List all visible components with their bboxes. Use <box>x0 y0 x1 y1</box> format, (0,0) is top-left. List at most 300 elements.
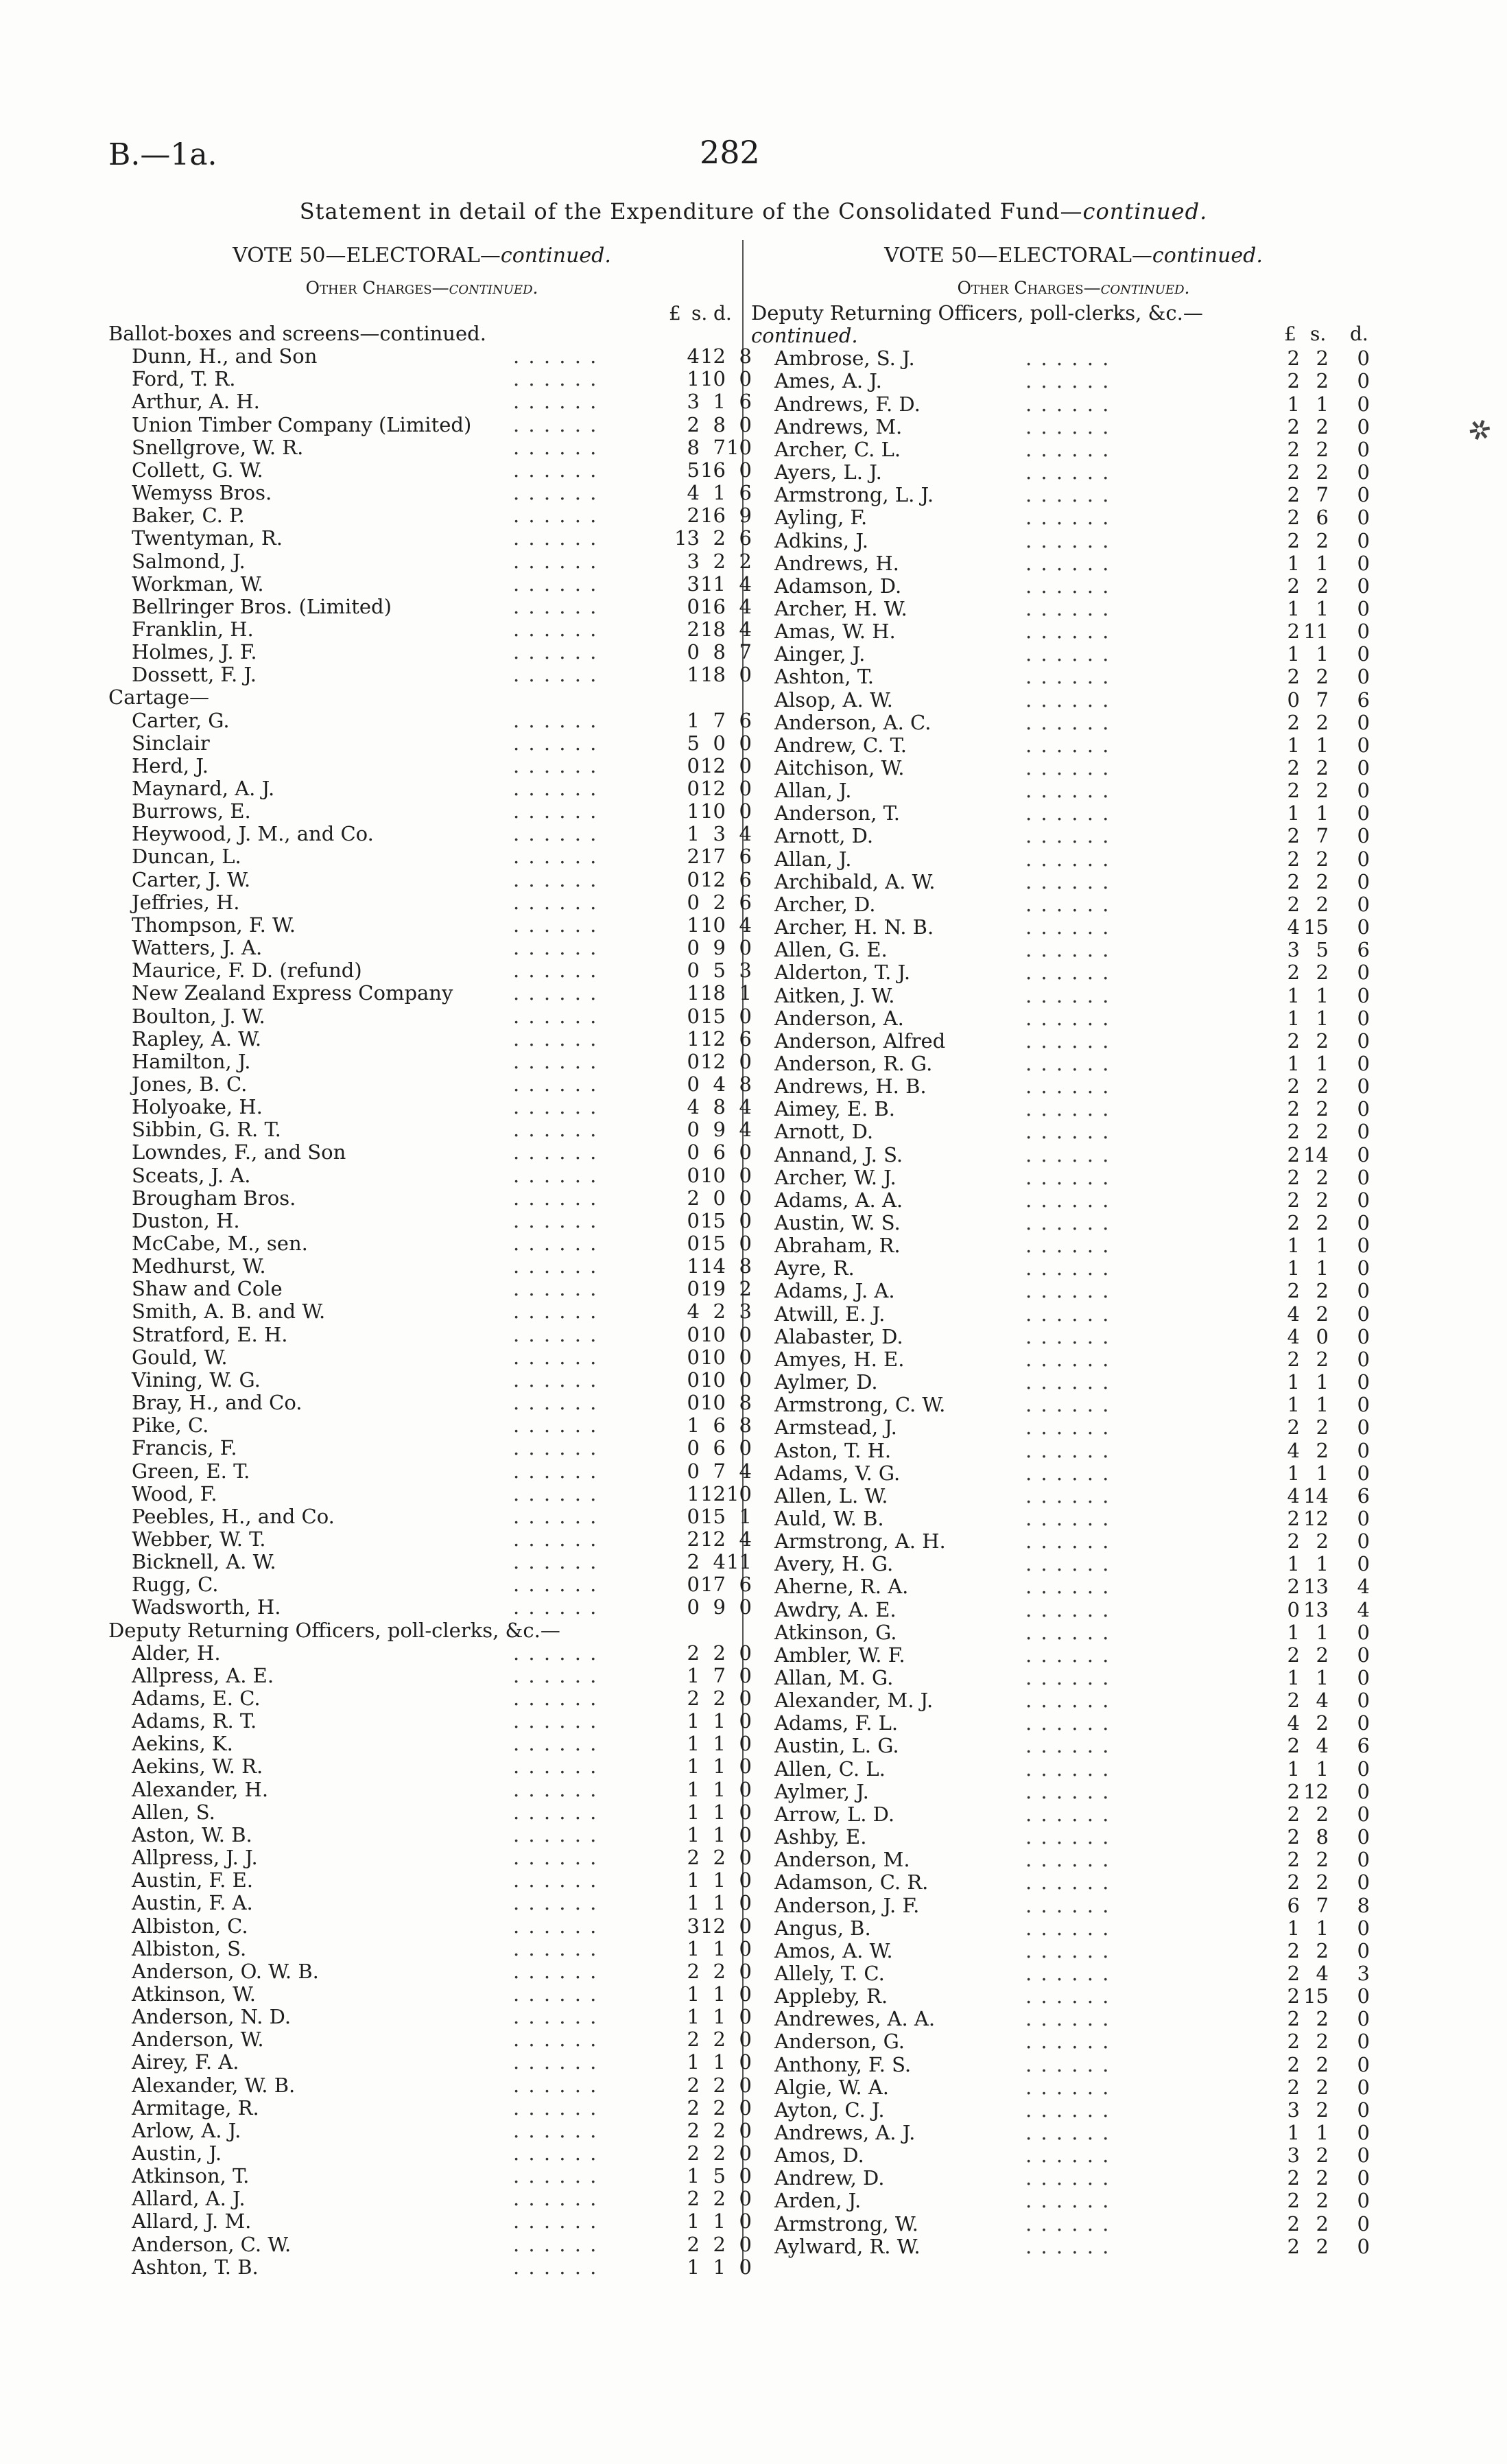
ledger-row <box>751 1553 1396 1575</box>
payee-name: Peebles, H., and Co. <box>132 1504 335 1528</box>
amount-pence: 0 <box>1357 1757 1370 1781</box>
payee-name: Alexander, M. J. <box>774 1689 934 1713</box>
statement-title <box>0 198 1507 224</box>
payee-name: Aekins, W. R. <box>132 1755 263 1779</box>
right-subheading-text: Other Charges— <box>957 278 1101 298</box>
leader-dots: . . . . . . <box>513 799 598 823</box>
amount-pounds: 2 <box>1287 460 1300 484</box>
amount-shillings: 2 <box>1316 869 1329 893</box>
amount-pence: 0 <box>1357 437 1370 461</box>
payee-name: Anderson, A. C. <box>774 710 932 734</box>
amount-pounds: 1 <box>1287 1620 1300 1644</box>
payee-name: Austin, J. <box>132 2142 222 2165</box>
amount-shillings: 1 <box>1316 801 1329 825</box>
leader-dots: . . . . . . <box>513 1163 598 1187</box>
leader-dots: . . . . . . <box>513 2255 598 2279</box>
amount-pounds: 2 <box>687 617 700 641</box>
amount-pence: 0 <box>1357 1984 1370 2008</box>
amount-shillings: 2 <box>1316 1188 1329 1212</box>
amount-shillings: 7 <box>713 1663 726 1687</box>
amount-shillings: 2 <box>1316 1416 1329 1440</box>
amount-pounds: 0 <box>687 640 700 664</box>
ledger-row <box>751 552 1396 575</box>
amount-shillings: 2 <box>1316 1165 1329 1189</box>
leader-dots: . . . . . . <box>513 458 598 482</box>
leader-dots: . . . . . . <box>1025 1848 1111 1872</box>
amount-shillings: 2 <box>713 890 726 914</box>
amount-pounds: 2 <box>1287 1347 1300 1371</box>
ledger-row <box>751 506 1396 529</box>
ledger-row <box>108 2164 752 2188</box>
amount-pounds: 2 <box>1287 437 1300 461</box>
amount-pence: 0 <box>1357 1165 1370 1189</box>
leader-dots: . . . . . . <box>1025 2211 1111 2236</box>
payee-name: Franklin, H. <box>132 617 254 641</box>
payee-name: Auld, W. B. <box>774 1506 884 1530</box>
payee-name: Rugg, C. <box>132 1573 219 1597</box>
amount-shillings: 12 <box>700 777 726 800</box>
amount-pounds: 2 <box>1287 892 1300 916</box>
ledger-row <box>108 367 752 391</box>
ledger-row <box>108 1049 752 1073</box>
payee-name: Archibald, A. W. <box>774 869 936 893</box>
amount-pence: 0 <box>1357 2098 1370 2122</box>
amount-pence: 0 <box>739 412 752 436</box>
amount-pounds: 4 <box>687 344 700 368</box>
leader-dots: . . . . . . <box>1025 460 1111 484</box>
amount-pence: 0 <box>1357 2211 1370 2236</box>
payee-name: Armstrong, W. <box>774 2211 918 2236</box>
leader-dots: . . . . . . <box>1025 642 1111 666</box>
leader-dots: . . . . . . <box>513 2209 598 2233</box>
amount-shillings: 12 <box>1303 1506 1329 1530</box>
amount-pounds: 0 <box>687 1140 700 1164</box>
payee-name: Adamson, C. R. <box>774 1870 929 1894</box>
leader-dots: . . . . . . <box>1025 1529 1111 1553</box>
amount-pounds: 0 <box>1287 688 1300 712</box>
ledger-row <box>751 985 1396 1007</box>
amount-shillings: 2 <box>1316 892 1329 916</box>
left-shilling-header: s. <box>691 302 708 325</box>
ledger-row <box>751 598 1396 620</box>
amount-shillings: 1 <box>1316 1461 1329 1485</box>
leader-dots: . . . . . . <box>1025 1597 1111 1621</box>
amount-pounds: 2 <box>687 1527 700 1551</box>
amount-shillings: 2 <box>1316 460 1329 484</box>
amount-pence: 0 <box>1357 983 1370 1007</box>
leader-dots: . . . . . . <box>513 1504 598 1528</box>
payee-name: Wood, F. <box>132 1481 217 1505</box>
leader-dots: . . . . . . <box>513 1322 598 1346</box>
amount-shillings: 12 <box>700 1481 726 1505</box>
leader-dots: . . . . . . <box>1025 1142 1111 1166</box>
payee-name: Austin, F. A. <box>132 1891 253 1915</box>
ledger-row <box>751 689 1396 712</box>
amount-shillings: 2 <box>713 1300 726 1324</box>
amount-pounds: 2 <box>1287 1506 1300 1530</box>
leader-dots: . . . . . . <box>1025 551 1111 575</box>
amount-shillings: 7 <box>1316 688 1329 712</box>
ledger-row <box>751 1440 1396 1462</box>
amount-pounds: 2 <box>1287 1984 1300 2008</box>
amount-shillings: 2 <box>1316 1211 1329 1234</box>
amount-pounds: 1 <box>1287 1051 1300 1075</box>
payee-name: Ayling, F. <box>774 506 868 530</box>
amount-pence: 0 <box>739 1322 752 1346</box>
ledger-row <box>751 2122 1396 2144</box>
payee-name: Maurice, F. D. (refund) <box>132 959 362 983</box>
ledger-row <box>108 663 752 687</box>
amount-pounds: 2 <box>1287 1961 1300 1985</box>
amount-pence: 0 <box>739 753 752 777</box>
amount-pounds: 2 <box>1287 779 1300 803</box>
leader-dots: . . . . . . <box>1025 710 1111 734</box>
amount-pounds: 1 <box>687 1413 700 1438</box>
amount-pence: 0 <box>1357 2030 1370 2054</box>
leader-dots: . . . . . . <box>513 572 598 596</box>
payee-name: Ford, T. R. <box>132 367 236 391</box>
amount-shillings: 12 <box>700 1026 726 1051</box>
amount-pounds: 1 <box>687 2164 700 2188</box>
amount-pounds: 4 <box>1287 1483 1300 1507</box>
ledger-row <box>108 572 752 596</box>
leader-dots: . . . . . . <box>1025 347 1111 371</box>
amount-shillings: 16 <box>700 594 726 618</box>
amount-shillings: 2 <box>713 2073 726 2097</box>
ledger-row <box>108 1709 752 1733</box>
amount-pence: 0 <box>1357 642 1370 666</box>
amount-shillings: 13 <box>1303 1597 1329 1621</box>
amount-pounds: 2 <box>1287 1689 1300 1713</box>
leader-dots: . . . . . . <box>1025 1711 1111 1735</box>
payee-name: Lowndes, F., and Son <box>132 1140 346 1164</box>
payee-name: Aherne, R. A. <box>774 1575 909 1599</box>
payee-name: Workman, W. <box>132 572 264 596</box>
ledger-row <box>108 390 752 414</box>
amount-shillings: 2 <box>1316 2144 1329 2168</box>
leader-dots: . . . . . . <box>1025 574 1111 598</box>
leader-dots: . . . . . . <box>1025 1370 1111 1394</box>
section-heading-text: Ballot-boxes and screens—continued. <box>108 322 486 345</box>
amount-pence: 0 <box>1357 710 1370 734</box>
payee-name: Anderson, O. W. B. <box>132 1959 319 1983</box>
amount-shillings: 2 <box>1316 369 1329 393</box>
amount-pence: 0 <box>1357 824 1370 848</box>
amount-pence: 0 <box>1357 1666 1370 1689</box>
amount-pence: 0 <box>1357 1848 1370 1872</box>
amount-pounds: 2 <box>1287 2007 1300 2031</box>
amount-shillings: 15 <box>700 1208 726 1232</box>
amount-pounds: 2 <box>1287 414 1300 438</box>
leader-dots: . . . . . . <box>513 1891 598 1915</box>
amount-shillings: 2 <box>1316 1097 1329 1121</box>
ledger-row <box>751 825 1396 847</box>
amount-pence: 0 <box>1357 1006 1370 1030</box>
margin-mark: ✲ <box>1463 412 1496 450</box>
leader-dots: . . . . . . <box>1025 528 1111 552</box>
amount-pounds: 1 <box>687 367 700 391</box>
ledger-row <box>751 1053 1396 1075</box>
payee-name: Arden, J. <box>774 2189 862 2213</box>
amount-shillings: 2 <box>1316 2075 1329 2099</box>
amount-shillings: 19 <box>700 1277 726 1301</box>
leader-dots: . . . . . . <box>1025 369 1111 393</box>
amount-pounds: 0 <box>687 1277 700 1301</box>
leader-dots: . . . . . . <box>1025 756 1111 779</box>
amount-pounds: 1 <box>1287 1916 1300 1940</box>
amount-shillings: 14 <box>700 1254 726 1278</box>
ledger-row <box>108 2232 752 2256</box>
amount-pounds: 1 <box>687 1800 700 1824</box>
ledger-row <box>751 1280 1396 1302</box>
amount-pounds: 2 <box>1287 1529 1300 1553</box>
amount-pence: 0 <box>739 2232 752 2256</box>
amount-pence: 0 <box>1357 1097 1370 1121</box>
amount-pounds: 0 <box>687 1504 700 1528</box>
amount-shillings: 18 <box>700 663 726 687</box>
amount-pounds: 2 <box>687 2073 700 2097</box>
ledger-row <box>751 1212 1396 1234</box>
ledger-row <box>751 461 1396 484</box>
leader-dots: . . . . . . <box>513 1095 598 1119</box>
ledger-row <box>108 526 752 550</box>
payee-name: Ambler, W. F. <box>774 1643 905 1667</box>
leader-dots: . . . . . . <box>1025 801 1111 825</box>
ledger-row <box>108 1118 752 1142</box>
leader-dots: . . . . . . <box>1025 1461 1111 1485</box>
amount-shillings: 2 <box>1316 1075 1329 1099</box>
statement-title-italic: continued. <box>1082 198 1208 224</box>
amount-shillings: 1 <box>713 2005 726 2029</box>
amount-pence: 0 <box>739 2005 752 2029</box>
ledger-row <box>108 1550 752 1574</box>
amount-pounds: 0 <box>687 1208 700 1232</box>
leader-dots: . . . . . . <box>513 526 598 550</box>
amount-pounds: 2 <box>687 2232 700 2256</box>
payee-name: Smith, A. B. and W. <box>132 1300 326 1324</box>
amount-pounds: 2 <box>1287 1142 1300 1166</box>
amount-pounds: 2 <box>687 2028 700 2052</box>
amount-pence: 0 <box>739 936 752 960</box>
leader-dots: . . . . . . <box>513 1800 598 1824</box>
leader-dots: . . . . . . <box>513 1254 598 1278</box>
ledger-row <box>108 1391 752 1415</box>
amount-pence: 0 <box>1357 1711 1370 1735</box>
amount-pounds: 3 <box>687 1914 700 1938</box>
amount-shillings: 2 <box>1316 1643 1329 1667</box>
amount-shillings: 2 <box>1316 2098 1329 2122</box>
leader-dots: . . . . . . <box>1025 1006 1111 1030</box>
amount-pence: 0 <box>1357 369 1370 393</box>
amount-shillings: 2 <box>1316 1848 1329 1872</box>
amount-shillings: 2 <box>1316 1029 1329 1053</box>
amount-pounds: 3 <box>1287 938 1300 962</box>
leader-dots: . . . . . . <box>513 1573 598 1597</box>
ledger-row <box>751 1234 1396 1257</box>
payee-name: Bellringer Bros. (Limited) <box>132 594 392 618</box>
ledger-row <box>751 848 1396 871</box>
amount-pounds: 1 <box>687 2255 700 2279</box>
amount-pounds: 2 <box>1287 506 1300 530</box>
ledger-row <box>751 757 1396 779</box>
ledger-row <box>751 1507 1396 1530</box>
leader-dots: . . . . . . <box>1025 1393 1111 1417</box>
ledger-row <box>751 1075 1396 1098</box>
payee-name: Aston, T. H. <box>774 1438 892 1462</box>
leader-dots: . . . . . . <box>513 1595 598 1619</box>
leader-dots: . . . . . . <box>513 1118 598 1142</box>
payee-name: Allen, L. W. <box>774 1483 888 1507</box>
amount-pence: 0 <box>1357 620 1370 644</box>
amount-pounds: 3 <box>687 572 700 596</box>
ledger-row <box>108 890 752 914</box>
ledger-row <box>108 1527 752 1551</box>
amount-pounds: 2 <box>687 1641 700 1665</box>
amount-pounds: 2 <box>1287 1575 1300 1599</box>
amount-pounds: 0 <box>687 753 700 777</box>
ledger-row <box>108 1300 752 1324</box>
ledger-row <box>108 1345 752 1369</box>
leader-dots: . . . . . . <box>1025 1120 1111 1144</box>
amount-pounds: 1 <box>1287 551 1300 575</box>
leader-dots: . . . . . . <box>1025 1029 1111 1053</box>
payee-name: Allen, G. E. <box>774 938 888 962</box>
ledger-row <box>751 620 1396 643</box>
amount-pounds: 2 <box>1287 1029 1300 1053</box>
amount-shillings: 12 <box>1303 1779 1329 1803</box>
ledger-row <box>108 2073 752 2097</box>
leader-dots: . . . . . . <box>513 959 598 983</box>
amount-shillings: 2 <box>1316 1711 1329 1735</box>
amount-pence: 0 <box>1357 1825 1370 1849</box>
amount-shillings: 10 <box>700 799 726 823</box>
amount-shillings: 1 <box>1316 1757 1329 1781</box>
ledger-row <box>751 1644 1396 1667</box>
ledger-row <box>108 1413 752 1438</box>
amount-pounds: 0 <box>687 1163 700 1187</box>
section-heading <box>108 1619 733 1642</box>
leader-dots: . . . . . . <box>1025 2166 1111 2190</box>
amount-pence: 3 <box>739 1300 752 1324</box>
ledger-row <box>108 1914 752 1938</box>
leader-dots: . . . . . . <box>1025 1893 1111 1917</box>
ledger-row <box>751 2030 1396 2053</box>
amount-shillings: 2 <box>713 2142 726 2165</box>
payee-name: Ayton, C. J. <box>774 2098 885 2122</box>
ledger-row <box>108 1254 752 1278</box>
amount-pence: 0 <box>739 1368 752 1392</box>
amount-pence: 0 <box>1357 414 1370 438</box>
leader-dots: . . . . . . <box>513 2142 598 2165</box>
payee-name: Ambrose, S. J. <box>774 347 915 371</box>
ledger-row <box>751 1667 1396 1689</box>
amount-shillings: 9 <box>713 936 726 960</box>
payee-name: Anderson, W. <box>132 2028 264 2052</box>
leader-dots: . . . . . . <box>513 1777 598 1801</box>
amount-shillings: 1 <box>1316 596 1329 620</box>
amount-pounds: 1 <box>1287 1006 1300 1030</box>
ledger-row <box>751 1348 1396 1371</box>
amount-pence: 0 <box>1357 1779 1370 1803</box>
ledger-row <box>108 799 752 823</box>
ledger-row <box>108 708 752 732</box>
leader-dots: . . . . . . <box>513 1822 598 1846</box>
amount-shillings: 4 <box>1316 1689 1329 1713</box>
amount-pounds: 1 <box>1287 1666 1300 1689</box>
amount-shillings: 10 <box>700 1391 726 1415</box>
payee-name: Bray, H., and Co. <box>132 1391 302 1415</box>
amount-pounds: 2 <box>1287 1734 1300 1758</box>
leader-dots: . . . . . . <box>1025 2075 1111 2099</box>
payee-name: Archer, D. <box>774 892 876 916</box>
ledger-row <box>751 1826 1396 1849</box>
payee-name: Ashby, E. <box>774 1825 867 1849</box>
ledger-row <box>108 2187 752 2211</box>
leader-dots: . . . . . . <box>1025 665 1111 689</box>
leader-dots: . . . . . . <box>513 2005 598 2029</box>
amount-shillings: 1 <box>713 2209 726 2233</box>
ledger-row <box>108 1277 752 1301</box>
payee-name: Ashton, T. <box>774 665 875 689</box>
payee-name: Atkinson, W. <box>132 1982 257 2006</box>
amount-pounds: 1 <box>687 799 700 823</box>
leader-dots: . . . . . . <box>513 2187 598 2211</box>
ledger-row <box>108 913 752 937</box>
amount-pence: 0 <box>739 1936 752 1960</box>
leader-dots: . . . . . . <box>1025 1916 1111 1940</box>
leader-dots: . . . . . . <box>513 1550 598 1574</box>
leader-dots: . . . . . . <box>1025 1211 1111 1234</box>
payee-name: Allan, J. <box>774 779 852 803</box>
payee-name: Ayre, R. <box>774 1256 855 1280</box>
section-heading-text: Cartage— <box>108 685 210 709</box>
payee-name: Arnott, D. <box>774 1120 874 1144</box>
amount-pence: 0 <box>739 1049 752 1073</box>
amount-shillings: 2 <box>713 1687 726 1710</box>
amount-pounds: 1 <box>1287 642 1300 666</box>
amount-pounds: 2 <box>687 2142 700 2165</box>
payee-name: Jeffries, H. <box>132 890 240 914</box>
payee-name: Anderson, N. D. <box>132 2005 292 2029</box>
ledger-row <box>751 916 1396 939</box>
leader-dots: . . . . . . <box>1025 2121 1111 2144</box>
payee-name: Atkinson, T. <box>132 2164 250 2188</box>
amount-pence: 8 <box>739 344 752 368</box>
amount-pence: 0 <box>1357 1120 1370 1144</box>
amount-shillings: 2 <box>1316 1438 1329 1462</box>
leader-dots: . . . . . . <box>1025 1575 1111 1599</box>
amount-pounds: 0 <box>687 1459 700 1483</box>
payee-name: Andrews, F. D. <box>774 392 921 416</box>
amount-pounds: 2 <box>1287 2052 1300 2076</box>
amount-shillings: 0 <box>1316 1324 1329 1348</box>
payee-name: Archer, C. L. <box>774 437 901 461</box>
leader-dots: . . . . . . <box>513 1436 598 1460</box>
leader-dots: . . . . . . <box>513 753 598 777</box>
amount-pence: 0 <box>1357 1461 1370 1485</box>
amount-pounds: 1 <box>1287 983 1300 1007</box>
payee-name: Allpress, J. J. <box>132 1846 258 1870</box>
amount-pence: 0 <box>739 1868 752 1892</box>
amount-pence: 0 <box>1357 2144 1370 2168</box>
document-reference: B.—1a. <box>108 137 217 172</box>
leader-dots: . . . . . . <box>513 2118 598 2142</box>
leader-dots: . . . . . . <box>1025 1870 1111 1894</box>
amount-shillings: 1 <box>1316 392 1329 416</box>
ledger-row <box>108 777 752 800</box>
amount-pounds: 0 <box>687 594 700 618</box>
amount-pence: 0 <box>1357 483 1370 507</box>
